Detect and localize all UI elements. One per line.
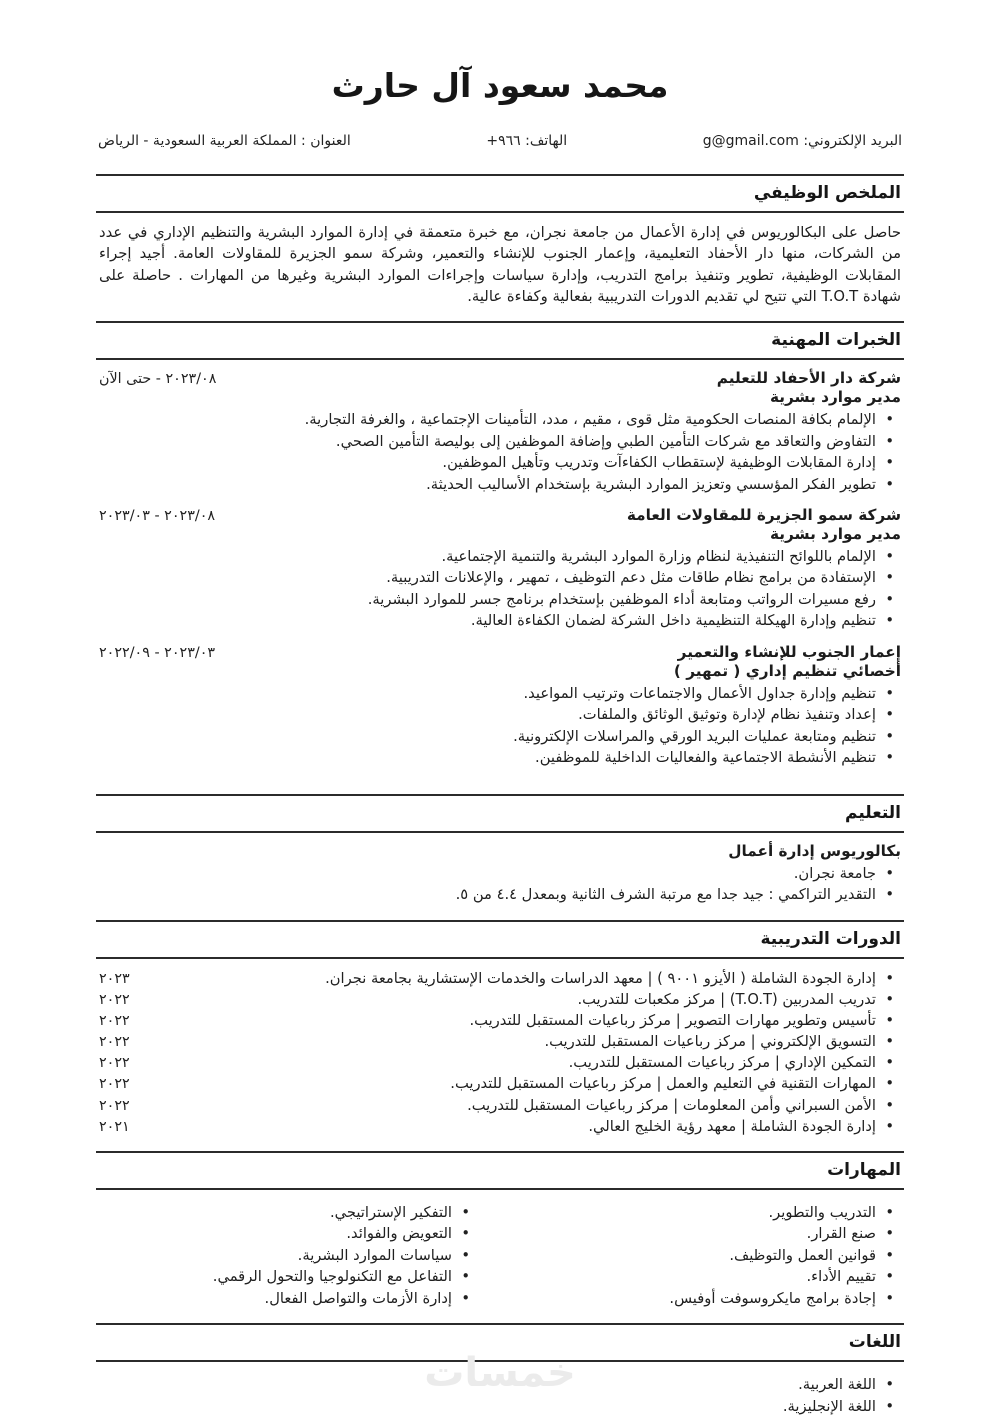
course-year: ٢٠٢٢	[99, 1097, 130, 1114]
khamsat-watermark: خمسات	[424, 1350, 576, 1396]
job-company: شركة دار الأحفاد للتعليم	[716, 369, 901, 388]
course-year: ٢٠٢٢	[99, 1034, 130, 1051]
course-name: • التسويق الإلكتروني | مركز رباعيات المستقبل للتدريب.	[544, 1031, 901, 1052]
languages-list	[99, 1374, 901, 1417]
contact-phone	[486, 133, 567, 149]
course-name: • تدريب المدربين (T.O.T) | مركز مكعبات للتدريب.	[577, 989, 901, 1010]
candidate-name: محمد سعود آل حارث	[331, 66, 669, 105]
course-row	[99, 1052, 901, 1073]
course-row	[99, 1073, 901, 1094]
section-languages	[96, 1323, 904, 1419]
job-head	[99, 506, 901, 524]
course-name: • التمكين الإداري | مركز رباعيات المستقبل للتدريب.	[569, 1052, 901, 1073]
skill-item: • صنع القرار.	[523, 1223, 901, 1244]
phone-value: +٩٦٦	[486, 133, 521, 149]
section-summary	[96, 174, 904, 309]
job-head	[99, 643, 901, 661]
course-year: ٢٠٢١	[99, 1118, 130, 1135]
language-item: • اللغة الإنجليزية.	[99, 1396, 901, 1417]
skill-item: • التدريب والتطوير.	[523, 1202, 901, 1223]
section-experience	[96, 321, 904, 781]
contact-address	[98, 133, 351, 149]
skill-item: • التفكير الإستراتيجي.	[99, 1202, 477, 1223]
course-name: • إدارة الجودة الشاملة ( الأيزو ٩٠٠١ ) | معهد الدراسات والخدمات الإستشارية بجامعة نجران.	[325, 968, 901, 989]
job-company: شركة سمو الجزيرة للمقاولات العامة	[626, 506, 901, 524]
course-year: ٢٠٢٢	[99, 1012, 130, 1029]
job-entry	[99, 643, 901, 769]
skills-grid	[99, 1199, 901, 1309]
email-value: g@gmail.com	[702, 133, 799, 149]
skill-item: • قوانين العمل والتوظيف.	[523, 1245, 901, 1266]
skill-item: • التفاعل مع التكنولوجيا والتحول الرقمي.	[99, 1266, 477, 1287]
education-bullets	[99, 863, 901, 906]
job-bullet: • تنظيم وإدارة جداول الأعمال والاجتماعات وترتيب المواعيد.	[99, 683, 901, 704]
job-bullet: • إعداد وتنفيذ نظام لإدارة وتوثيق الوثائق والملفات.	[99, 704, 901, 725]
course-year: ٢٠٢٣	[99, 970, 130, 987]
course-name: • تأسيس وتطوير مهارات التصوير | مركز رباعيات المستقبل للتدريب.	[470, 1010, 902, 1031]
languages-section-title: اللغات	[96, 1323, 904, 1362]
job-bullets	[99, 546, 901, 632]
summary-text: حاصل على البكالوريوس في إدارة الأعمال من جامعة نجران، مع خبرة متعمقة في إدارة الموارد البشرية والتنظيم الإداري في عدد من الشركات، منها دار الأحفاد التعليمية، وإعمار الجنوب للإنشاء والتعمير، وشركة سمو الجزيرة للمقاولات العامة. أجيد إجراء المقابلات الوظيفية، تطوير وتنفيذ برامج التدريب، وإدارة سياسات وإجراءات الموارد البشرية وغيرها من المهارات . حاصلة على شهادة T.O.T التي تتيح لي تقديم الدورات التدريبية بفعالية وكفاءة عالية.	[99, 224, 901, 305]
job-bullet: • الإلمام باللوائح التنفيذية لنظام وزارة الموارد البشرية والتنمية الإجتماعية.	[99, 546, 901, 567]
course-row	[99, 968, 901, 989]
job-bullets	[99, 409, 901, 495]
course-name: • الأمن السبراني وأمن المعلومات | مركز رباعيات المستقبل للتدريب.	[467, 1095, 901, 1116]
course-year: ٢٠٢٢	[99, 1055, 130, 1072]
job-role: مدير موارد بشرية	[769, 525, 901, 543]
job-bullet: • تنظيم الأنشطة الاجتماعية والفعاليات الداخلية للموظفين.	[99, 747, 901, 768]
job-bullet: • الإستفادة من برامج نظام طاقات مثل دعم التوظيف ، تمهير ، والإعلانات التدريبية.	[99, 567, 901, 588]
education-bullet: • جامعة نجران.	[99, 863, 901, 884]
course-name: • المهارات التقنية في التعليم والعمل | مركز رباعيات المستقبل للتدريب.	[450, 1073, 901, 1094]
job-bullet: • تنظيم ومتابعة عمليات البريد الورقي والمراسلات الإلكترونية.	[99, 726, 901, 747]
education-section-title: التعليم	[96, 794, 904, 833]
experience-section-title: الخبرات المهنية	[96, 321, 904, 360]
address-label: العنوان :	[301, 133, 351, 149]
contact-bar	[96, 133, 904, 162]
job-entry	[99, 369, 901, 495]
job-date: ٢٠٢٣/٠٨ - حتى الآن	[99, 371, 217, 388]
skill-item: • إجادة برامج مايكروسوفت أوفيس.	[523, 1288, 901, 1309]
job-date: ٢٠٢٣/٠٣ - ٢٠٢٢/٠٩	[99, 644, 216, 661]
job-head	[99, 369, 901, 387]
summary-section-title: الملخص الوظيفي	[96, 174, 904, 213]
education-bullet: • التقدير التراكمي : جيد جدا مع مرتبة الشرف الثانية وبمعدل ٤.٤ من ٥.	[99, 884, 901, 905]
course-row	[99, 1031, 901, 1052]
job-bullets	[99, 683, 901, 769]
skills-column-left	[99, 1202, 477, 1309]
skill-item: • سياسات الموارد البشرية.	[99, 1245, 477, 1266]
course-row	[99, 1010, 901, 1031]
job-entry	[99, 506, 901, 632]
job-bullet: • تنظيم وإدارة الهيكلة التنظيمية داخل الشركة لضمان الكفاءة العالية.	[99, 610, 901, 631]
skill-item: • التعويض والفوائد.	[99, 1223, 477, 1244]
job-role: أخصائي تنظيم إداري ( تمهير )	[673, 661, 901, 680]
job-company: إعمار الجنوب للإنشاء والتعمير	[677, 642, 901, 661]
email-label: البريد الإلكتروني:	[803, 133, 902, 149]
job-bullet: • التفاوض والتعاقد مع شركات التأمين الطبي وإضافة الموظفين إلى بوليصة التأمين الصحي.	[99, 431, 901, 452]
language-item: • اللغة العربية.	[99, 1374, 901, 1395]
job-bullet: • تطوير الفكر المؤسسي وتعزيز الموارد البشرية بإستخدام الأساليب الحديثة.	[99, 474, 901, 495]
job-date: ٢٠٢٣/٠٨ - ٢٠٢٣/٠٣	[99, 508, 216, 524]
course-row	[99, 989, 901, 1010]
address-value: المملكة العربية السعودية - الرياض	[98, 133, 297, 149]
education-degree: بكالوريوس إدارة أعمال	[728, 841, 901, 860]
job-role: مدير موارد بشرية	[769, 388, 901, 407]
course-row	[99, 1095, 901, 1116]
course-year: ٢٠٢٢	[99, 1076, 130, 1093]
job-bullet: • الإلمام بكافة المنصات الحكومية مثل قوى ، مقيم ، مدد، التأمينات الإجتماعية ، والغرفة التجارية.	[99, 409, 901, 430]
skill-item: • إدارة الأزمات والتواصل الفعال.	[99, 1288, 477, 1309]
skills-section-title: المهارات	[96, 1151, 904, 1190]
section-education	[96, 794, 904, 908]
section-courses	[96, 920, 904, 1139]
courses-section-title: الدورات التدريبية	[96, 920, 904, 959]
course-row	[99, 1116, 901, 1137]
course-year: ٢٠٢٢	[99, 991, 130, 1008]
contact-email	[703, 133, 902, 149]
section-skills	[96, 1151, 904, 1311]
phone-label: الهاتف:	[525, 133, 568, 149]
course-name: • إدارة الجودة الشاملة | معهد رؤية الخليج العالي.	[588, 1116, 901, 1137]
skill-item: • تقييم الأداء.	[523, 1266, 901, 1287]
job-bullet: • إدارة المقابلات الوظيفية لإستقطاب الكفاءآت وتدريب وتأهيل الموظفين.	[99, 452, 901, 473]
skills-column-right	[523, 1202, 901, 1309]
job-bullet: • رفع مسيرات الرواتب ومتابعة أداء الموظفين بإستخدام برنامج جسر للموارد البشرية.	[99, 589, 901, 610]
